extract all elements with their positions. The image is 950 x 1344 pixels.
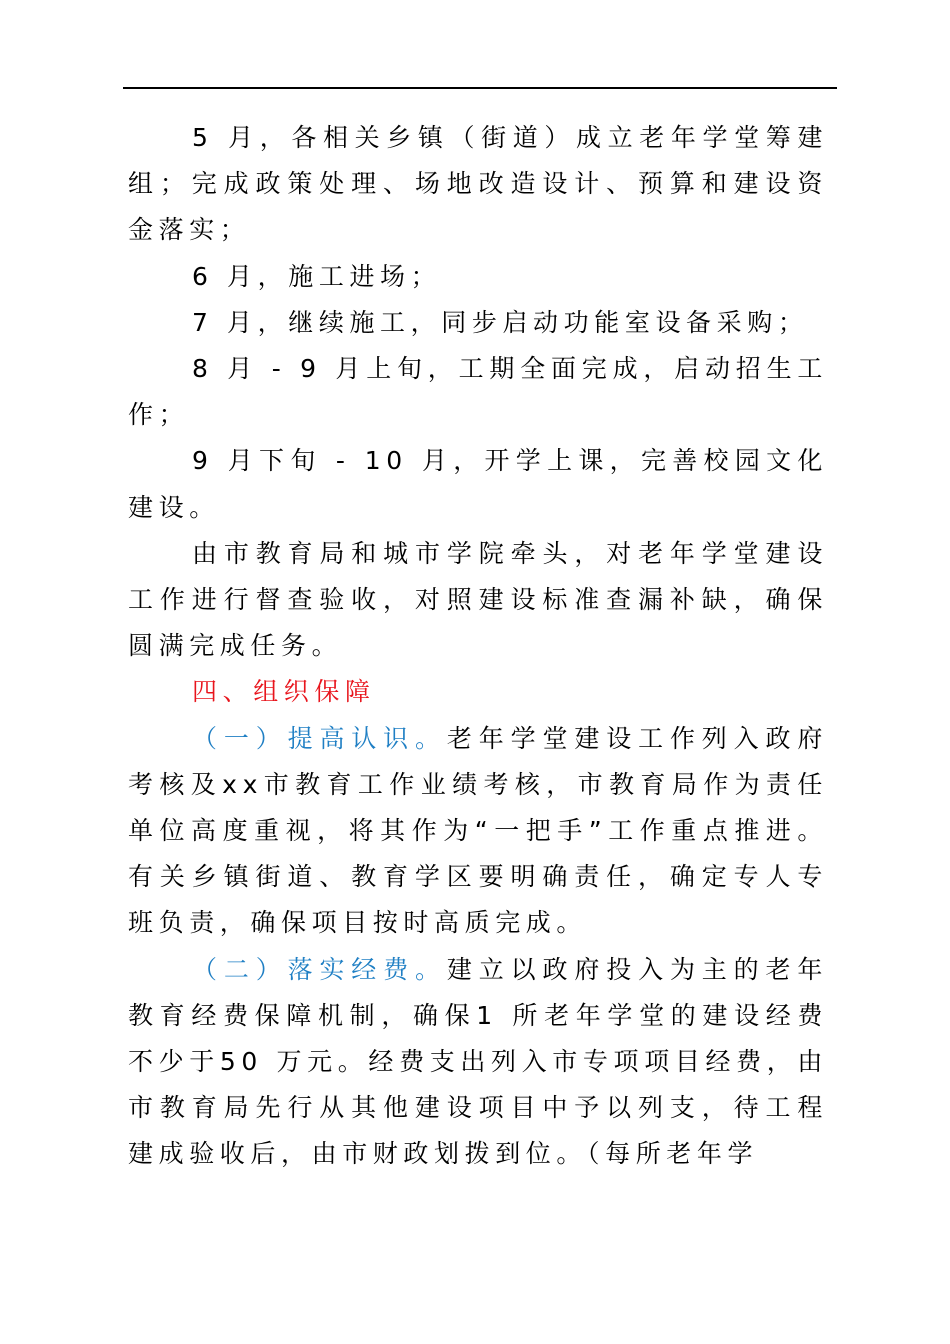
section-heading: 四、组织保障 <box>192 677 376 707</box>
schedule-aug-sep: 8 月 - 9 月上旬，工期全面完成，启动招生工作； <box>128 354 828 430</box>
schedule-june: 6 月，施工进场； <box>192 261 442 291</box>
schedule-may: 5 月，各相关乡镇（街道）成立老年学堂筹建组；完成政策处理、场地改造设计、预算和建设资金落实； <box>128 123 828 245</box>
item-lead: （二）落实经费。 <box>192 954 447 984</box>
item-body: 老年学堂建设工作列入政府考核及xx市教育工作业绩考核，市教育局作为责任单位高度重视，将其作为“一把手”工作重点推进。有关乡镇街道、教育学区要明确责任，确定专人专班负责，确保项目按时高质完成。 <box>128 723 828 938</box>
schedule-july: 7 月，继续施工，同步启动功能室设备采购； <box>192 307 809 337</box>
item-raise-awareness <box>128 716 828 947</box>
schedule-sep-oct: 9 月下旬 - 10 月，开学上课，完善校园文化建设。 <box>128 446 828 522</box>
document-body <box>128 115 828 1178</box>
inspection-paragraph: 由市教育局和城市学院牵头，对老年学堂建设工作进行督查验收，对照建设标准查漏补缺，确保圆满完成任务。 <box>128 538 828 661</box>
item-funding <box>128 947 828 1178</box>
item-body: 建立以政府投入为主的老年教育经费保障机制，确保1 所老年学堂的建设经费不少于50 万元。经费支出列入市专项项目经费，由市教育局先行从其他建设项目中予以列支，待工程建成验收后，由市财政划拨到位。（每所老年学 <box>128 954 828 1169</box>
item-lead: （一）提高认识。 <box>192 723 447 753</box>
header-rule <box>123 87 837 89</box>
